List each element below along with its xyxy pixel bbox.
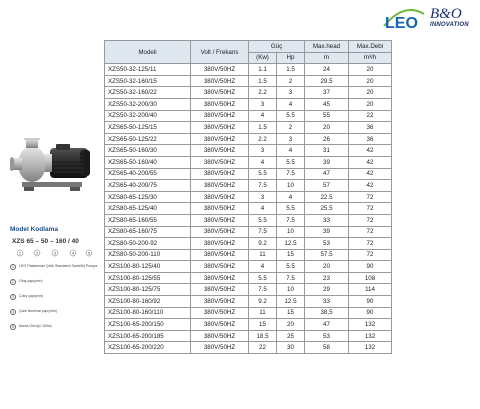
cell-model: XZS65-40-200/55 (105, 168, 191, 180)
cell-max-head: 39 (305, 226, 349, 238)
cell-max-head: 47 (305, 168, 349, 180)
table-row (105, 261, 392, 273)
cell-hp: 25 (277, 330, 305, 342)
cell-max-flow: 20 (349, 87, 392, 99)
cell-max-flow: 114 (349, 284, 392, 296)
cell-volt-frequency: 380V/50HZ (191, 156, 249, 168)
cell-max-head: 53 (305, 238, 349, 250)
cell-max-head: 39 (305, 156, 349, 168)
cell-max-flow: 72 (349, 238, 392, 250)
cell-kw: 2.2 (249, 133, 277, 145)
cell-kw: 22 (249, 342, 277, 354)
cell-volt-frequency: 380V/50HZ (191, 330, 249, 342)
cell-model: XZS65-40-200/75 (105, 180, 191, 192)
header-model: Modeli (105, 41, 191, 64)
cell-kw: 9.2 (249, 296, 277, 308)
cell-max-head: 20 (305, 261, 349, 273)
cell-hp: 4 (277, 98, 305, 110)
table-row (105, 342, 392, 354)
legend-item (10, 279, 102, 285)
legend-text: Anma Gücü(x 100w) (19, 324, 52, 328)
legend-item (10, 324, 102, 330)
cell-volt-frequency: 380V/50HZ (191, 110, 249, 122)
cell-volt-frequency: 380V/50HZ (191, 342, 249, 354)
cell-hp: 5.5 (277, 110, 305, 122)
cell-volt-frequency: 380V/50HZ (191, 203, 249, 215)
cell-max-head: 47 (305, 319, 349, 331)
cell-max-flow: 42 (349, 168, 392, 180)
cell-kw: 3 (249, 191, 277, 203)
cell-max-flow: 42 (349, 180, 392, 192)
header-power: Güç (249, 41, 305, 53)
cell-max-flow: 20 (349, 98, 392, 110)
cell-model: XZS100-80-125/75 (105, 284, 191, 296)
legend-text: Çark Nominal çapı(mm) (19, 309, 57, 313)
cell-hp: 5.5 (277, 156, 305, 168)
cell-kw: 1.5 (249, 75, 277, 87)
cell-hp: 15 (277, 307, 305, 319)
table-row (105, 272, 392, 284)
header-m: m (305, 52, 349, 64)
table-body (105, 64, 392, 354)
header-m3h: m³/h (349, 52, 392, 64)
cell-volt-frequency: 380V/50HZ (191, 191, 249, 203)
marker-5: 5 (87, 250, 91, 256)
model-code-markers (17, 248, 97, 258)
cell-max-head: 57 (305, 180, 349, 192)
cell-hp: 15 (277, 249, 305, 261)
legend-number: 4 (12, 310, 14, 314)
cell-model: XZS65-50-125/15 (105, 122, 191, 134)
cell-kw: 18.5 (249, 330, 277, 342)
cell-model: XZS100-80-125/40 (105, 261, 191, 273)
header-max-head: Max.head (305, 41, 349, 53)
cell-volt-frequency: 380V/50HZ (191, 261, 249, 273)
legend-text: Giriş çapı(mm) (19, 279, 43, 283)
table-row (105, 319, 392, 331)
cell-max-head: 33 (305, 214, 349, 226)
cell-model: XZS50-32-200/40 (105, 110, 191, 122)
table-row (105, 122, 392, 134)
cell-max-flow: 90 (349, 261, 392, 273)
cell-volt-frequency: 380V/50HZ (191, 75, 249, 87)
cell-model: XZS80-65-160/75 (105, 226, 191, 238)
cell-kw: 5.5 (249, 168, 277, 180)
marker-4: 4 (71, 250, 75, 256)
table-row (105, 168, 392, 180)
cell-max-head: 24 (305, 64, 349, 76)
svg-text:LEO: LEO (385, 15, 418, 32)
table-row (105, 156, 392, 168)
cell-max-head: 26 (305, 133, 349, 145)
cell-kw: 4 (249, 203, 277, 215)
marker-1: 1 (18, 250, 22, 256)
cell-model: XZS80-50-200-92 (105, 238, 191, 250)
cell-max-flow: 36 (349, 133, 392, 145)
cell-hp: 4 (277, 145, 305, 157)
cell-hp: 10 (277, 180, 305, 192)
cell-max-flow: 22 (349, 110, 392, 122)
pump-image (10, 138, 92, 200)
cell-model: XZS65-50-125/22 (105, 133, 191, 145)
cell-model: XZS100-80-125/55 (105, 272, 191, 284)
cell-kw: 5.5 (249, 214, 277, 226)
cell-model: XZS100-65-200/220 (105, 342, 191, 354)
cell-max-flow: 72 (349, 203, 392, 215)
cell-max-flow: 72 (349, 226, 392, 238)
table-row (105, 64, 392, 76)
table-row (105, 238, 392, 250)
cell-max-flow: 108 (349, 272, 392, 284)
table-row (105, 226, 392, 238)
cell-hp: 7.5 (277, 214, 305, 226)
cell-max-head: 53 (305, 330, 349, 342)
cell-kw: 3 (249, 98, 277, 110)
cell-model: XZS65-50-160/30 (105, 145, 191, 157)
cell-kw: 11 (249, 249, 277, 261)
cell-max-flow: 132 (349, 330, 392, 342)
cell-kw: 4 (249, 261, 277, 273)
cell-volt-frequency: 380V/50HZ (191, 180, 249, 192)
cell-model: XZS65-50-160/40 (105, 156, 191, 168)
cell-hp: 1.5 (277, 64, 305, 76)
cell-max-flow: 132 (349, 342, 392, 354)
cell-max-flow: 20 (349, 75, 392, 87)
cell-max-flow: 42 (349, 145, 392, 157)
cell-model: XZS80-65-160/55 (105, 214, 191, 226)
cell-hp: 12.5 (277, 296, 305, 308)
cell-model: XZS80-65-125/30 (105, 191, 191, 203)
table-row (105, 145, 392, 157)
header-max-flow: Max.Debi (349, 41, 392, 53)
cell-max-head: 29.5 (305, 75, 349, 87)
legend-number: 2 (12, 280, 14, 284)
cell-model: XZS80-65-125/40 (105, 203, 191, 215)
header-kw: (Kw) (249, 52, 277, 64)
cell-hp: 20 (277, 319, 305, 331)
table-row (105, 180, 392, 192)
model-code-example: XZS 65 – 50 – 160 / 40 (12, 238, 79, 245)
cell-max-head: 31 (305, 145, 349, 157)
pump-spec-table (104, 40, 392, 354)
cell-hp: 4 (277, 191, 305, 203)
cell-max-flow: 72 (349, 214, 392, 226)
marker-3: 3 (53, 250, 57, 256)
cell-max-flow: 42 (349, 156, 392, 168)
cell-model: XZS100-65-200/150 (105, 319, 191, 331)
cell-hp: 10 (277, 284, 305, 296)
cell-kw: 5.5 (249, 272, 277, 284)
cell-max-head: 57.5 (305, 249, 349, 261)
cell-kw: 4 (249, 156, 277, 168)
cell-max-head: 45 (305, 98, 349, 110)
cell-kw: 3 (249, 145, 277, 157)
cell-volt-frequency: 380V/50HZ (191, 272, 249, 284)
cell-kw: 15 (249, 319, 277, 331)
cell-model: XZS80-50-200-110 (105, 249, 191, 261)
table-row (105, 307, 392, 319)
cell-model: XZS50-32-160/22 (105, 87, 191, 99)
cell-volt-frequency: 380V/50HZ (191, 226, 249, 238)
cell-max-head: 23 (305, 272, 349, 284)
cell-volt-frequency: 380V/50HZ (191, 214, 249, 226)
cell-kw: 7.5 (249, 226, 277, 238)
cell-max-flow: 20 (349, 64, 392, 76)
cell-volt-frequency: 380V/50HZ (191, 249, 249, 261)
table-header-row (105, 41, 392, 53)
cell-model: XZS50-32-160/15 (105, 75, 191, 87)
cell-model: XZS100-65-200/185 (105, 330, 191, 342)
cell-model: XZS50-32-200/30 (105, 98, 191, 110)
table-row (105, 203, 392, 215)
cell-volt-frequency: 380V/50HZ (191, 238, 249, 250)
cell-volt-frequency: 380V/50HZ (191, 98, 249, 110)
table-row (105, 284, 392, 296)
cell-volt-frequency: 380V/50HZ (191, 87, 249, 99)
cell-hp: 10 (277, 226, 305, 238)
cell-max-head: 22.5 (305, 191, 349, 203)
legend-item (10, 294, 102, 300)
table-row (105, 98, 392, 110)
cell-kw: 1.5 (249, 122, 277, 134)
cell-model: XZS100-80-160/110 (105, 307, 191, 319)
cell-volt-frequency: 380V/50HZ (191, 307, 249, 319)
legend-number: 5 (12, 325, 14, 329)
table-row (105, 249, 392, 261)
cell-model: XZS50-32-125/11 (105, 64, 191, 76)
legend-item (10, 309, 102, 315)
bo-innovation-logo (430, 6, 478, 32)
cell-hp: 7.5 (277, 168, 305, 180)
cell-kw: 7.5 (249, 284, 277, 296)
legend-number: 1 (12, 265, 14, 269)
table-row (105, 330, 392, 342)
leo-logo (382, 6, 426, 32)
cell-kw: 2.2 (249, 87, 277, 99)
cell-max-flow: 72 (349, 249, 392, 261)
cell-hp: 5.5 (277, 203, 305, 215)
cell-max-head: 37 (305, 87, 349, 99)
cell-hp: 2 (277, 122, 305, 134)
cell-hp: 3 (277, 133, 305, 145)
cell-max-flow: 90 (349, 296, 392, 308)
cell-hp: 5.5 (277, 261, 305, 273)
cell-max-flow: 90 (349, 307, 392, 319)
marker-2: 2 (35, 250, 39, 256)
table-row (105, 110, 392, 122)
cell-max-head: 25.5 (305, 203, 349, 215)
legend-text: LEO Paslanmaz Çelik Standardı Santrifüj Pompa (19, 264, 98, 268)
cell-max-head: 38,5 (305, 307, 349, 319)
bo-logo-text: B&O (430, 6, 462, 22)
cell-volt-frequency: 380V/50HZ (191, 133, 249, 145)
legend-number: 3 (12, 295, 14, 299)
cell-kw: 7.5 (249, 180, 277, 192)
table-row (105, 75, 392, 87)
cell-kw: 4 (249, 110, 277, 122)
cell-volt-frequency: 380V/50HZ (191, 168, 249, 180)
cell-max-flow: 132 (349, 319, 392, 331)
cell-max-flow: 36 (349, 122, 392, 134)
cell-kw: 1.1 (249, 64, 277, 76)
cell-model: XZS100-80-160/92 (105, 296, 191, 308)
table-row (105, 296, 392, 308)
cell-hp: 30 (277, 342, 305, 354)
cell-max-head: 58 (305, 342, 349, 354)
cell-kw: 11 (249, 307, 277, 319)
cell-volt-frequency: 380V/50HZ (191, 296, 249, 308)
cell-volt-frequency: 380V/50HZ (191, 64, 249, 76)
model-coding-legend (10, 264, 102, 339)
table-row (105, 191, 392, 203)
cell-volt-frequency: 380V/50HZ (191, 122, 249, 134)
cell-volt-frequency: 380V/50HZ (191, 284, 249, 296)
legend-item (10, 264, 102, 270)
header-hp: Hp (277, 52, 305, 64)
cell-max-flow: 72 (349, 191, 392, 203)
table-row (105, 214, 392, 226)
cell-hp: 2 (277, 75, 305, 87)
cell-kw: 9.2 (249, 238, 277, 250)
bo-logo-tagline: INNOVATION (430, 22, 469, 28)
cell-hp: 7.5 (277, 272, 305, 284)
cell-hp: 12.5 (277, 238, 305, 250)
cell-max-head: 55 (305, 110, 349, 122)
header-volt-frequency: Volt / Frekans (191, 41, 249, 64)
cell-max-head: 33 (305, 296, 349, 308)
legend-text: Çıkış çapı(mm) (19, 294, 44, 298)
table-row (105, 133, 392, 145)
model-coding-title: Model Kodlama (10, 226, 59, 233)
cell-hp: 3 (277, 87, 305, 99)
cell-volt-frequency: 380V/50HZ (191, 145, 249, 157)
cell-volt-frequency: 380V/50HZ (191, 319, 249, 331)
table-row (105, 87, 392, 99)
cell-max-head: 20 (305, 122, 349, 134)
cell-max-head: 29 (305, 284, 349, 296)
